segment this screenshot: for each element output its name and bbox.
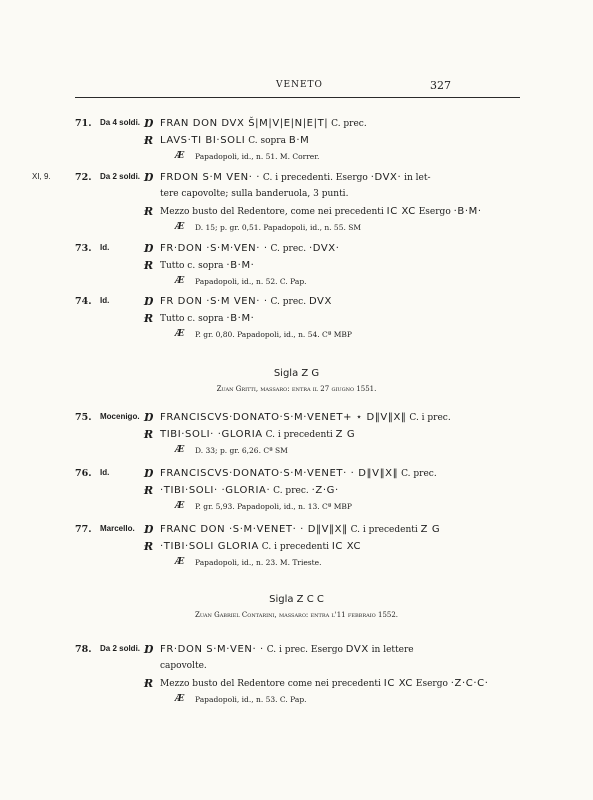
line-text: tere capovolte; sulla banderuola, 3 punti. xyxy=(160,189,349,199)
obverse-line xyxy=(160,412,451,423)
line-text2: Esergo xyxy=(418,207,451,217)
reverse-mark: Ɍ xyxy=(144,484,154,497)
obverse-mark: Ɒ xyxy=(144,295,154,308)
line-legend2: ·DVX· xyxy=(370,172,402,183)
obverse-line xyxy=(160,524,440,535)
page-number: 327 xyxy=(430,79,451,92)
reverse-line xyxy=(160,313,254,324)
entry-reference: D. 15; p. gr. 0,51. Papadopoli, id., n. 55. SM xyxy=(195,223,362,232)
obverse-mark: Ɒ xyxy=(144,117,154,130)
metal-symbol: Æ xyxy=(175,276,185,286)
sigla-1-note: Zuan Gritti, massaro: entra il 27 giugno 1551. xyxy=(216,385,377,393)
entry-number: 75. xyxy=(75,412,92,423)
metal-symbol: Æ xyxy=(175,694,185,704)
entry-reference: Papadopoli, id., n. 52. C. Pap. xyxy=(195,277,307,286)
obverse-line xyxy=(160,172,431,183)
entry-denomination: Marcello. xyxy=(100,524,135,533)
reverse-line xyxy=(160,678,488,689)
metal-symbol: Æ xyxy=(175,222,185,232)
obverse-line xyxy=(160,661,207,671)
reverse-mark: Ɍ xyxy=(144,540,154,553)
line-text: C. sopra xyxy=(248,136,286,146)
entry-denomination: Id. xyxy=(100,243,110,252)
line-legend2: Z G xyxy=(420,524,441,535)
line-legend: LAVS·TI BI·SOLI xyxy=(160,135,246,146)
entry-denomination: Id. xyxy=(100,468,110,477)
reverse-mark: Ɍ xyxy=(144,205,154,218)
obverse-line xyxy=(160,644,414,655)
line-legend: FR·DON ·S·M·VEN· · xyxy=(160,243,268,254)
entry-denomination: Da 2 soldi. xyxy=(100,172,141,181)
obverse-line xyxy=(160,296,332,307)
line-legend: FRAN DON DVX Š|M|V|E|N|E|T| xyxy=(160,118,329,129)
line-legend: FR·DON S·M·VEN· · xyxy=(160,644,264,655)
line-text: C. prec. xyxy=(270,297,307,307)
obverse-mark: Ɒ xyxy=(144,643,154,656)
running-head: VENETO xyxy=(276,80,323,90)
obverse-mark: Ɒ xyxy=(144,242,154,255)
metal-symbol: Æ xyxy=(175,151,185,161)
reverse-mark: Ɍ xyxy=(144,134,154,147)
entry-number: 78. xyxy=(75,644,92,655)
entry-reference: Papadopoli, id., n. 23. M. Trieste. xyxy=(195,558,322,567)
reverse-line xyxy=(160,485,339,496)
line-legend: ·TIBI·SOLI GLORIA xyxy=(160,541,259,552)
line-text: C. i precedenti xyxy=(261,542,329,552)
line-legend: FRANCISCVS·DONATO·S·M·VENET+ ⋆ D‖V‖X‖ xyxy=(160,412,407,423)
line-text: Mezzo busto del Redentore come nei precedenti xyxy=(160,679,381,689)
entry-number: 73. xyxy=(75,243,92,254)
entry-denomination: Id. xyxy=(100,296,110,305)
reverse-mark: Ɍ xyxy=(144,428,154,441)
line-legend2: ·B·M· xyxy=(226,313,255,324)
entry-number: 76. xyxy=(75,468,92,479)
line-legend: FR DON ·S·M VEN· · xyxy=(160,296,268,307)
sigla-1-title: Sigla Z G xyxy=(273,368,320,379)
entry-reference: Papadopoli, id., n. 53. C. Pap. xyxy=(195,695,307,704)
line-legend: FRDON S·M VEN· · xyxy=(160,172,261,183)
reverse-mark: Ɍ xyxy=(144,677,154,690)
obverse-mark: Ɒ xyxy=(144,171,154,184)
line-text: C. prec. xyxy=(401,469,437,479)
entry-number: 74. xyxy=(75,296,92,307)
page-header xyxy=(0,80,593,94)
line-text: C. i precedenti xyxy=(265,430,333,440)
line-text2: Esergo xyxy=(415,679,448,689)
line-text: C. i precedenti. Esergo xyxy=(262,173,368,183)
reverse-line xyxy=(160,541,361,552)
line-legend2: ·DVX· xyxy=(308,243,340,254)
line-legend2: B·M xyxy=(288,135,310,146)
header-rule xyxy=(75,97,520,98)
line-text: Tutto c. sopra xyxy=(160,314,224,324)
reverse-line xyxy=(160,135,309,146)
reverse-mark: Ɍ xyxy=(144,259,154,272)
line-legend3: ·Z·C·C· xyxy=(450,678,489,689)
line-legend2: IC XC xyxy=(386,206,416,217)
line-legend2: DVX xyxy=(345,644,369,655)
entry-reference: P. gr. 0,80. Papadopoli, id., n. 54. Cª MBP xyxy=(195,330,352,339)
reverse-mark: Ɍ xyxy=(144,312,154,325)
metal-symbol: Æ xyxy=(175,445,185,455)
reverse-line xyxy=(160,429,355,440)
line-legend2: IC XC xyxy=(383,678,413,689)
obverse-line xyxy=(160,189,348,199)
obverse-mark: Ɒ xyxy=(144,467,154,480)
line-text: Mezzo busto del Redentore, come nei precedenti xyxy=(160,207,384,217)
reverse-line xyxy=(160,206,482,217)
obverse-mark: Ɒ xyxy=(144,411,154,424)
entry-reference: P. gr. 5,93. Papadopoli, id., n. 13. Cª MBP xyxy=(195,502,352,511)
line-text: C. i prec. Esergo xyxy=(266,645,343,655)
line-text: C. prec. xyxy=(331,119,367,129)
line-legend2: IC XC xyxy=(331,541,362,552)
line-text: Tutto c. sopra xyxy=(160,261,224,271)
entry-number: 72. xyxy=(75,172,92,183)
line-text: capovolte. xyxy=(160,661,207,671)
metal-symbol: Æ xyxy=(175,557,185,567)
obverse-line xyxy=(160,243,340,254)
line-legend2: ·Z·G· xyxy=(311,485,339,496)
entry-number: 77. xyxy=(75,524,92,535)
line-legend: FRANCISCVS·DONATO·S·M·VENET· · D‖V‖X‖ xyxy=(160,468,399,479)
entry-number: 71. xyxy=(75,118,92,129)
line-legend2: Z G xyxy=(335,429,356,440)
line-text: C. prec. xyxy=(270,244,307,254)
line-text: C. i precedenti xyxy=(350,525,418,535)
reverse-line xyxy=(160,260,254,271)
line-legend: ·TIBI·SOLI· ·GLORIA· xyxy=(160,485,271,496)
entry-denomination: Da 4 soldi. xyxy=(100,118,141,127)
line-legend: TIBI·SOLI· ·GLORIA xyxy=(160,429,263,440)
entry-reference: Papadopoli, id., n. 51. M. Correr. xyxy=(195,152,320,161)
sigla-2-title: Sigla Z C C xyxy=(269,594,324,605)
margin-reference: XI, 9. xyxy=(32,172,51,181)
obverse-mark: Ɒ xyxy=(144,523,154,536)
sigla-2-note: Zuan Gabriel Contarini, massaro: entra l'11 febbraio 1552. xyxy=(194,611,399,619)
obverse-line xyxy=(160,468,437,479)
line-text2: in let- xyxy=(404,173,431,183)
line-text: C. i prec. xyxy=(409,413,451,423)
entry-denomination: Da 2 soldi. xyxy=(100,644,141,653)
metal-symbol: Æ xyxy=(175,501,185,511)
line-legend3: ·B·M· xyxy=(453,206,482,217)
line-legend: FRANC DON ·S·M·VENET· · D‖V‖X‖ xyxy=(160,524,348,535)
metal-symbol: Æ xyxy=(175,329,185,339)
line-text: C. prec. xyxy=(273,486,309,496)
entry-reference: D. 33; p. gr. 6,26. Cª SM xyxy=(195,446,288,455)
line-legend2: ·B·M· xyxy=(226,260,255,271)
entry-denomination: Mocenigo. xyxy=(100,412,140,421)
obverse-line xyxy=(160,118,367,129)
line-legend2: DVX xyxy=(308,296,332,307)
line-text2: in lettere xyxy=(371,645,414,655)
